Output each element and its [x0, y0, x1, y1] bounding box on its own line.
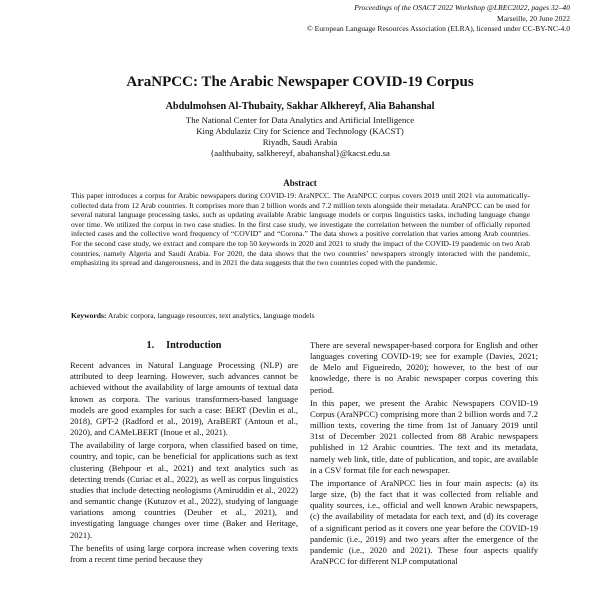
affiliation-line-1: The National Center for Data Analytics and Artificial Intelligence	[185, 115, 415, 125]
paper-authors: Abdulmohsen Al-Thubaity, Sakhar Alkhereyf, Alia Bahanshal	[165, 101, 435, 112]
right-paragraph-1: There are several newspaper-based corpora for English and other languages covering COVID-19; see for example (Davies, 2021; de Melo and Figueiredo, 2020); however, to the best of our knowledge, there is no Arabic newspaper corpus covering this period.	[310, 340, 538, 395]
left-paragraph-2: The availability of large corpora, when classified based on time, country, and topic, can be beneficial for applications such as text clustering (Behpour et al., 2021) and text analytics such as detecting trends (Curiac et al., 2022), as well as corpus linguistics studies that include detecting neologisms (Amiruddin et al., 2022) and semantic change (Kutuzov et al., 2022), studying of language variations among countries (Deuber et al., 2021), and investigating language changes over time (Baker and Heritage, 2021).	[70, 440, 298, 540]
section-title: Introduction	[166, 340, 222, 351]
proceedings-line-2: Marseille, 20 June 2022	[497, 13, 570, 23]
affiliation-line-3: Riyadh, Saudi Arabia	[262, 137, 338, 147]
section-heading	[70, 340, 298, 351]
proceedings-line-1: Proceedings of the OSACT 2022 Workshop @LREC2022, pages 32–40	[354, 3, 570, 12]
left-paragraph-3: The benefits of using large corpora increase when covering texts from a recent time period because they	[70, 542, 298, 564]
keywords-text: Arabic corpora, language resources, text analytics, language models	[107, 311, 315, 320]
right-paragraph-3: The importance of AraNPCC lies in four main aspects: (a) its large size, (b) the fact that it was collected from reliable and quality sources, i.e., official and well known Arabic newspapers, (c) the availability of metadata for each text, and (d) its coverage of a significant period as it covers one year before the COVID-19 pandemic (i.e., 2019) and two years after the emergence of the pandemic (i.e., 2020 and 2021). These four aspects qualify AraNPCC for different NLP computational	[310, 477, 538, 566]
paper-title: AraNPCC: The Arabic Newspaper COVID-19 Corpus	[126, 74, 474, 90]
keywords	[71, 311, 531, 321]
right-paragraph-2: In this paper, we present the Arabic Newspapers COVID-19 Corpus (AraNPCC) comprising more than 2 billion words and 7.2 million texts, covering the time from 1st of January 2019 until 31st of December 2021 collected from 88 Arabic newspapers published in 12 Arabic countries. The text and its metadata, namely web link, title, date of publication, and topic, are available in a CSV format file for each newspaper.	[310, 397, 538, 475]
left-paragraph-1: Recent advances in Natural Language Processing (NLP) are attributed to deep learning. However, such advances cannot be achieved without the availability of large amounts of textual data known as corpora. The various transformers-based language models are good examples for such a case: BERT (Devlin et al., 2018), GPT-2 (Radford et al., 2019), AraBERT (Antoun et al., 2020), and CAMeLBERT (Inoue et al., 2021).	[70, 360, 298, 438]
affiliation-line-2: King Abdulaziz City for Science and Technology (KACST)	[196, 126, 404, 136]
left-column	[70, 340, 298, 567]
abstract-text: This paper introduces a corpus for Arabic newspapers during COVID-19: AraNPCC. The AraNPCC corpus covers 2019 until 2021 via automatically-collected data from 12 Arab countries. It comprises more than 2 billion words and 7.2 million texts alongside their metadata. AraNPCC can be used for several natural language processing tasks, such as updating available Arabic language models or corpus linguistics tasks, including language change over time. We utilized the corpus in two case studies. In the first case study, we investigate the correlation between the number of officially reported infected cases and the collective word frequency of “COVID” and “Corona.” The data shows a positive correlation that varies among Arab countries. For the second case study, we extract and compare the top 50 keywords in 2020 and 2021 to study the impact of the COVID-19 pandemic on two Arab countries, namely Algeria and Saudi Arabia. For 2020, the data shows that the two countries’ newspapers strongly interacted with the pandemic, emphasizing its spread and dangerousness, and in 2021 the data suggests that the two countries coped with the pandemic.	[71, 191, 530, 268]
paper-affiliation	[0, 115, 600, 159]
keywords-label: Keywords:	[71, 311, 107, 320]
proceedings-header	[240, 3, 570, 35]
section-number: 1.	[146, 340, 155, 351]
affiliation-emails: {aalthubaity, salkhereyf, abahanshal}@kacst.edu.sa	[210, 148, 390, 158]
abstract-heading: Abstract	[283, 178, 317, 188]
right-column	[310, 340, 538, 569]
proceedings-line-3: © European Language Resources Association (ELRA), licensed under CC-BY-NC-4.0	[306, 24, 570, 34]
